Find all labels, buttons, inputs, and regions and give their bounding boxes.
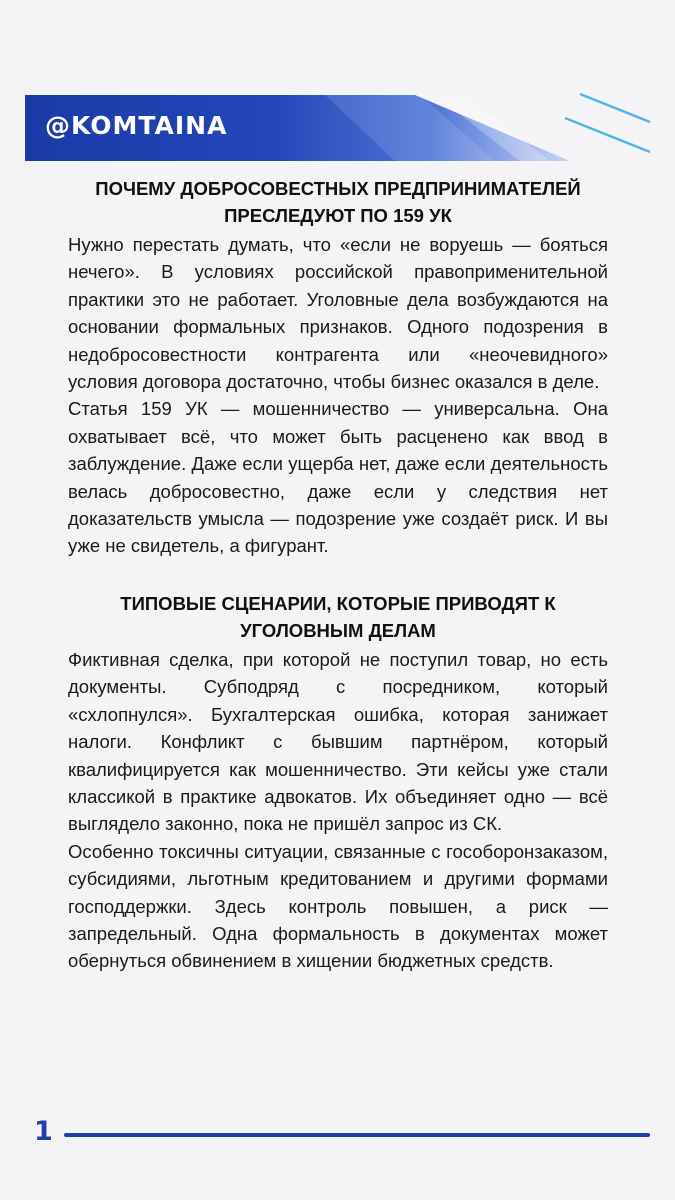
footer-divider (64, 1133, 650, 1137)
section-2-title: ТИПОВЫЕ СЦЕНАРИИ, КОТОРЫЕ ПРИВОДЯТ К УГОЛОВНЫМ ДЕЛАМ (120, 592, 556, 641)
article-body (68, 175, 608, 975)
header-banner (25, 95, 570, 161)
section-1-paragraph-1: Нужно перестать думать, что «если не воруешь — бояться нечего». В условиях российской правоприменительной практики это не работает. Уголовные дела возбуждаются на основании формальных признаков. Одного подозрения в недобросовестности контрагента или «неочевидного» условия договора достаточно, чтобы бизнес оказался в деле. (68, 234, 608, 393)
section-2-paragraph-2: Особенно токсичны ситуации, связанные с гособоронзаказом, субсидиями, льготным кредитованием и другими формами господдержки. Здесь контроль повышен, а риск — запредельный. Одна формальность в документах может обернуться обвинением в хищении бюджетных средств. (68, 840, 608, 972)
decorative-stripes (555, 90, 655, 170)
brand-handle: @KOMTAINA (45, 111, 228, 140)
section-1-paragraph-2: Статья 159 УК — мошенничество — универсальна. Она охватывает всё, что может быть расценено как ввод в заблуждение. Даже если ущерба нет, даже если деятельность велась добросовестно, даже если у следствия нет доказательств умысла — подозрение уже создаёт риск. И вы уже не свидетель, а фигурант. (68, 398, 608, 557)
section-1-title: ПОЧЕМУ ДОБРОСОВЕСТНЫХ ПРЕДПРИНИМАТЕЛЕЙ ПРЕСЛЕДУЮТ ПО 159 УК (95, 178, 581, 226)
page-number: 1 (34, 1116, 53, 1147)
section-2-paragraph-1: Фиктивная сделка, при которой не поступил товар, но есть документы. Субподряд с посредником, который «схлопнулся». Бухгалтерская ошибка, которая занижает налоги. Конфликт с бывшим партнёром, который квалифицируется как мошенничество. Эти кейсы уже стали классикой в практике адвокатов. Их объединяет одно — всё выглядело законно, пока не пришёл запрос из СК. (68, 648, 608, 835)
